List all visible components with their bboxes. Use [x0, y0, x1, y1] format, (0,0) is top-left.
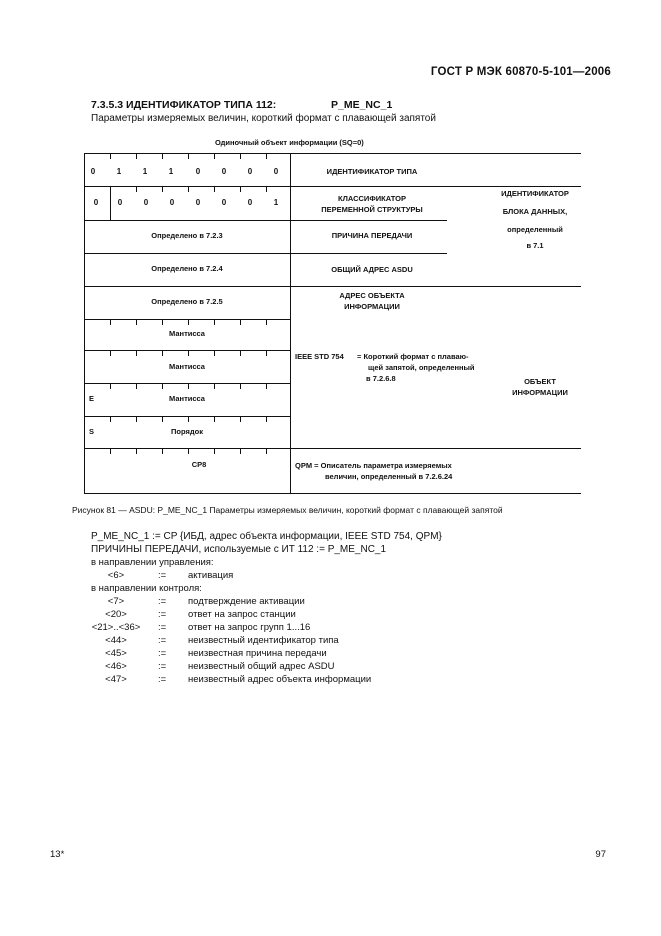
rule-mantissa3 — [84, 416, 290, 417]
bit-tick — [162, 351, 163, 356]
bit-tick — [188, 154, 189, 159]
bit-tick — [110, 320, 111, 325]
cot-code: <21>..<36> — [91, 622, 141, 633]
bit-tick — [136, 417, 137, 422]
bit-tick — [162, 417, 163, 422]
bit-tick — [240, 154, 241, 159]
mantissa-byte-1: Мантисса — [169, 329, 205, 338]
section-code: P_ME_NC_1 — [331, 99, 393, 111]
cot-code: <44> — [105, 635, 127, 646]
bit-tick — [240, 187, 241, 192]
bit-tick — [136, 320, 137, 325]
type-id-label: ИДЕНТИФИКАТОР ТИПА — [326, 167, 418, 176]
cot-text: активация — [188, 570, 234, 581]
rule-type-id — [84, 186, 581, 187]
bit-tick — [266, 417, 267, 422]
bit-tick — [214, 187, 215, 192]
bit-tick — [136, 351, 137, 356]
bit-value: 0 — [143, 198, 149, 207]
rule-ioa — [84, 319, 290, 320]
assign-op: := — [158, 674, 167, 685]
definition-line-1: P_ME_NC_1 := CP {ИБД, адрес объекта информации, IEEE STD 754, QPM} — [91, 531, 442, 542]
bit-value: 0 — [195, 198, 201, 207]
dui-label-2: БЛОКА ДАННЫХ, — [502, 207, 568, 216]
bit-tick — [266, 187, 267, 192]
cot-text: неизвестный адрес объекта информации — [188, 674, 372, 685]
bit-value: 1 — [116, 167, 122, 176]
assign-op: := — [158, 596, 167, 607]
rule-bottom — [84, 493, 581, 494]
assign-op: := — [158, 609, 167, 620]
bit-tick — [110, 187, 111, 192]
cot-code: <7> — [107, 596, 125, 607]
bit-tick — [188, 320, 189, 325]
rule-ieee-end — [84, 448, 581, 449]
cot-text: неизвестная причина передачи — [188, 648, 327, 659]
assign-op: := — [158, 661, 167, 672]
qpm-desc-2: величин, определенный в 7.2.6.24 — [325, 472, 453, 481]
ieee-label: IEEE STD 754 — [295, 352, 344, 361]
bit-tick — [266, 449, 267, 454]
bit-tick — [240, 320, 241, 325]
cot-label: ПРИЧИНА ПЕРЕДАЧИ — [331, 231, 413, 240]
bit-value: 0 — [195, 167, 201, 176]
bit-tick — [110, 351, 111, 356]
rule-common-addr — [84, 286, 581, 287]
bit-sep — [110, 186, 111, 220]
bit-tick — [214, 154, 215, 159]
dui-label-4: в 7.1 — [526, 241, 544, 250]
bit-tick — [214, 320, 215, 325]
bit-tick — [162, 449, 163, 454]
bit-value: 0 — [273, 167, 279, 176]
table-right-border — [290, 153, 291, 494]
bit-value: 1 — [168, 167, 174, 176]
bit-tick — [188, 417, 189, 422]
dui-label-3: определенный — [507, 225, 563, 234]
info-object-label-2: ИНФОРМАЦИИ — [512, 388, 568, 397]
mantissa-byte-2: Мантисса — [169, 362, 205, 371]
cot-code: <6> — [107, 570, 125, 581]
rule-top — [84, 153, 581, 154]
bit-value: 1 — [273, 198, 279, 207]
cot-definition: Определено в 7.2.3 — [151, 231, 223, 240]
bit-tick — [110, 154, 111, 159]
bit-tick — [136, 384, 137, 389]
bit-tick — [240, 351, 241, 356]
bit-tick — [110, 417, 111, 422]
cot-text: неизвестный общий адрес ASDU — [188, 661, 335, 672]
bit-value: 0 — [117, 198, 123, 207]
bit-value: 0 — [221, 167, 227, 176]
bit-tick — [240, 384, 241, 389]
bit-tick — [162, 187, 163, 192]
bit-tick — [110, 449, 111, 454]
info-object-label-1: ОБЪЕКТ — [524, 377, 556, 386]
bit-tick — [162, 154, 163, 159]
bit-tick — [188, 384, 189, 389]
bit-value: 0 — [247, 167, 253, 176]
s-bit: S — [89, 427, 95, 436]
cot-code: <47> — [105, 674, 127, 685]
bit-value: 1 — [142, 167, 148, 176]
assign-op: := — [158, 635, 167, 646]
ioa-label-2: ИНФОРМАЦИИ — [344, 302, 400, 311]
section-description: Параметры измеряемых величин, короткий формат с плавающей запятой — [91, 113, 436, 124]
bit-tick — [136, 449, 137, 454]
ieee-desc-3: в 7.2.6.8 — [366, 374, 396, 383]
bit-value: 0 — [169, 198, 175, 207]
cot-text: неизвестный идентификатор типа — [188, 635, 339, 646]
bit-tick — [266, 154, 267, 159]
ioa-label-1: АДРЕС ОБЪЕКТА — [339, 291, 405, 300]
footer-sheet-mark: 13* — [50, 849, 65, 860]
cot-text: ответ на запрос станции — [188, 609, 296, 620]
page-number: 97 — [595, 849, 606, 860]
bit-tick — [162, 384, 163, 389]
ieee-desc-2: щей запятой, определенный — [368, 363, 475, 372]
cot-code: <20> — [105, 609, 127, 620]
rule-mantissa1 — [84, 350, 290, 351]
monitor-direction: в направлении контроля: — [91, 583, 202, 594]
dui-label-1: ИДЕНТИФИКАТОР — [501, 189, 569, 198]
bit-tick — [214, 384, 215, 389]
bit-tick — [188, 351, 189, 356]
bit-value: 0 — [93, 198, 99, 207]
vsq-label-1: КЛАССИФИКАТОР — [338, 194, 406, 203]
ieee-desc-1: = Короткий формат с плаваю- — [357, 352, 469, 361]
vsq-label-2: ПЕРЕМЕННОЙ СТРУКТУРЫ — [321, 205, 423, 214]
rule-mantissa2 — [84, 383, 290, 384]
assign-op: := — [158, 570, 167, 581]
figure-heading: Одиночный объект информации (SQ=0) — [215, 138, 364, 147]
bit-tick — [266, 320, 267, 325]
bit-value: 0 — [247, 198, 253, 207]
bit-tick — [136, 187, 137, 192]
cot-text: ответ на запрос групп 1...16 — [188, 622, 311, 633]
definition-line-2: ПРИЧИНЫ ПЕРЕДАЧИ, используемые с ИТ 112 := P_ME_NC_1 — [91, 544, 387, 555]
ioa-definition: Определено в 7.2.5 — [151, 297, 223, 306]
assign-op: := — [158, 648, 167, 659]
cot-code: <45> — [105, 648, 127, 659]
section-title: 7.3.5.3 ИДЕНТИФИКАТОР ТИПА 112: — [91, 99, 277, 111]
cot-code: <46> — [105, 661, 127, 672]
bit-tick — [240, 417, 241, 422]
cot-text: подтверждение активации — [188, 596, 305, 607]
bit-tick — [110, 384, 111, 389]
common-addr-label: ОБЩИЙ АДРЕС ASDU — [331, 265, 413, 274]
common-addr-definition: Определено в 7.2.4 — [151, 264, 223, 273]
bit-tick — [214, 351, 215, 356]
bit-value: 0 — [221, 198, 227, 207]
rule-vsq — [84, 220, 447, 221]
assign-op: := — [158, 622, 167, 633]
bit-tick — [162, 320, 163, 325]
bit-tick — [188, 187, 189, 192]
bit-tick — [240, 449, 241, 454]
control-direction: в направлении управления: — [91, 557, 214, 568]
document-header: ГОСТ Р МЭК 60870-5-101—2006 — [430, 66, 611, 78]
table-left-border — [84, 153, 85, 494]
cp8-byte: CP8 — [191, 460, 207, 469]
bit-tick — [266, 384, 267, 389]
rule-cot — [84, 253, 447, 254]
qpm-desc-1: QPM = Описатель параметра измеряемых — [295, 461, 452, 470]
exponent-byte: Порядок — [171, 427, 203, 436]
bit-tick — [188, 449, 189, 454]
figure-caption: Рисунок 81 — ASDU: P_ME_NC_1 Параметры измеряемых величин, короткий формат с плавающей запятой — [72, 505, 503, 515]
bit-tick — [266, 351, 267, 356]
bit-tick — [136, 154, 137, 159]
bit-tick — [214, 417, 215, 422]
e-bit: E — [89, 394, 95, 403]
bit-value: 0 — [90, 167, 96, 176]
mantissa-byte-3: Мантисса — [169, 394, 205, 403]
bit-tick — [214, 449, 215, 454]
